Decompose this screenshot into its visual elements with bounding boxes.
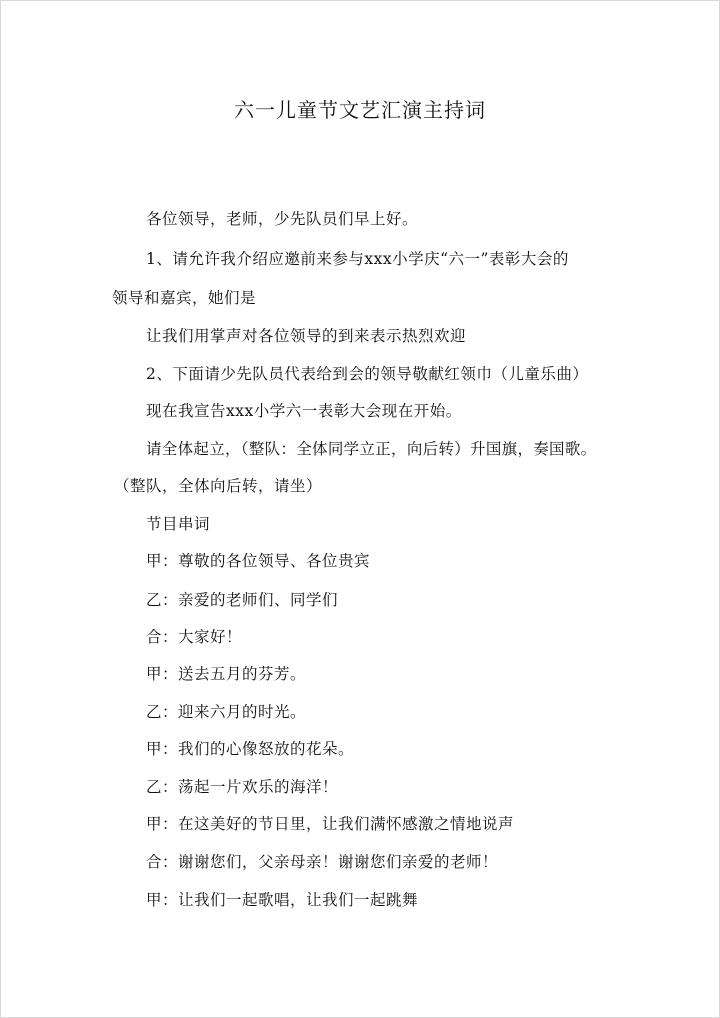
script-line: 甲：我们的心像怒放的花朵。 xyxy=(146,740,355,758)
script-line: 乙：迎来六月的时光。 xyxy=(146,703,307,721)
script-line: 合：谢谢您们，父亲母亲！谢谢您们亲爱的老师！ xyxy=(146,853,499,871)
paragraph-item-1: 1、请允许我介绍应邀前来参与xxx小学庆“六一”表彰大会的 xyxy=(146,250,569,268)
paragraph-greeting: 各位领导，老师，少先队员们早上好。 xyxy=(146,210,419,228)
script-line: 乙：亲爱的老师们、同学们 xyxy=(146,591,339,609)
script-line: 甲：让我们一起歌唱，让我们一起跳舞 xyxy=(146,891,419,909)
paragraph-announcement: 现在我宣告xxx小学六一表彰大会现在开始。 xyxy=(146,402,462,420)
page-title: 六一儿童节文艺汇演主持词 xyxy=(234,98,486,122)
script-line: 甲：尊敬的各位领导、各位贵宾 xyxy=(146,552,371,570)
paragraph-item-1-continued: 领导和嘉宾，她们是 xyxy=(112,289,257,307)
script-line: 乙：荡起一片欢乐的海洋！ xyxy=(146,778,339,796)
script-line: 甲：在这美好的节日里，让我们满怀感激之情地说声 xyxy=(146,815,515,833)
paragraph-flag-ceremony-continued: （整队，全体向后转，请坐） xyxy=(114,477,323,495)
paragraph-flag-ceremony: 请全体起立，（整队：全体同学立正，向后转）升国旗，奏国歌。 xyxy=(146,440,597,458)
section-heading: 节目串词 xyxy=(146,515,211,533)
paragraph-applause: 让我们用掌声对各位领导的到来表示热烈欢迎 xyxy=(146,327,467,345)
paragraph-item-2: 2、下面请少先队员代表给到会的领导敬献红领巾（儿童乐曲） xyxy=(146,365,589,383)
script-line: 合：大家好！ xyxy=(146,628,243,646)
script-line: 甲：送去五月的芬芳。 xyxy=(146,665,307,683)
